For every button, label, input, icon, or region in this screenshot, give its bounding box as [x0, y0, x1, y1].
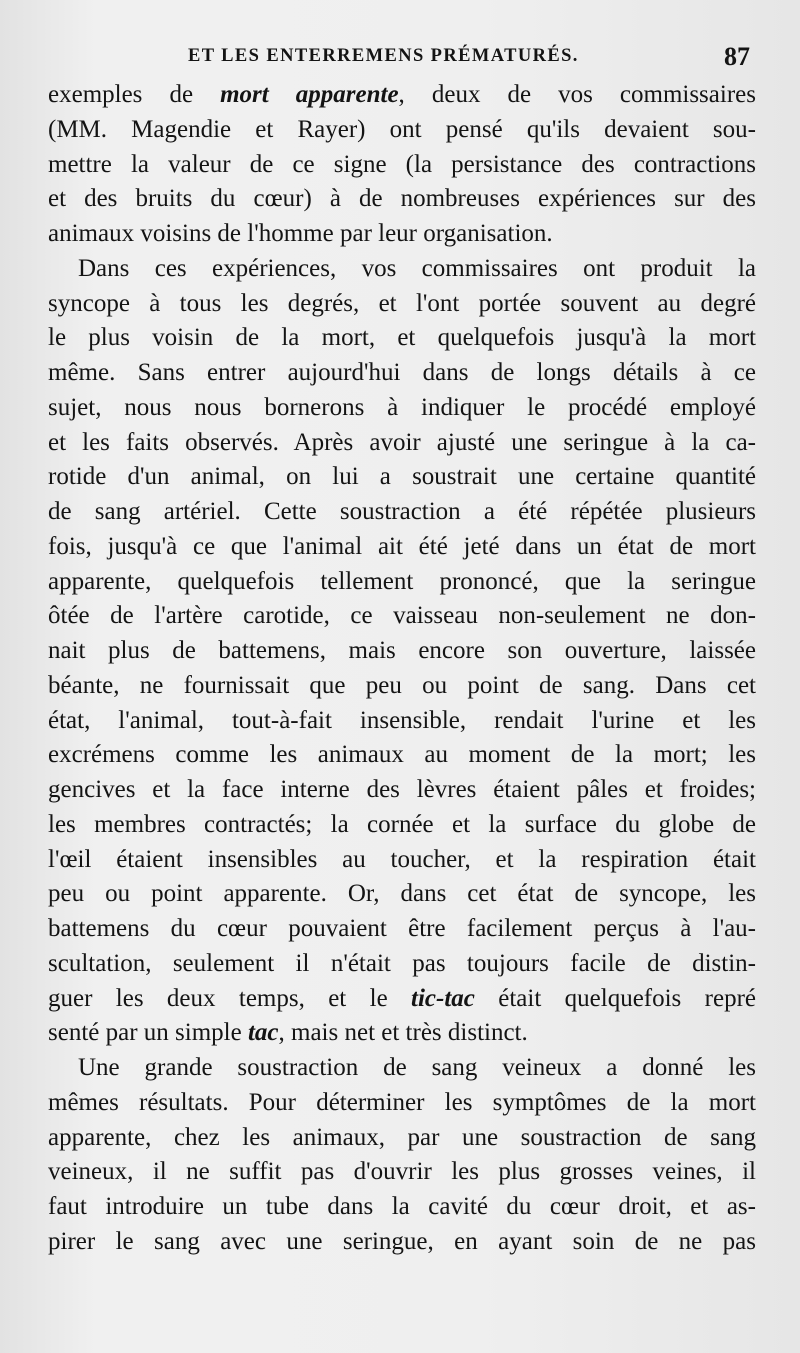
text-line	[48, 1086, 756, 1121]
text-segment: excrémens comme les animaux au moment de la mort; les	[48, 741, 756, 769]
text-line	[48, 1016, 756, 1051]
text-line	[48, 252, 756, 287]
text-segment: Une grande soustraction de sang veineux a donné les	[78, 1054, 756, 1081]
text-line	[48, 565, 756, 600]
text-segment: Dans ces expériences, vos commissaires ont produit la	[78, 254, 756, 282]
text-segment: et des bruits du cœur) à de nombreuses expériences sur des	[48, 185, 756, 213]
text-line	[48, 599, 756, 634]
text-segment: animaux voisins de l'homme par leur organisation.	[48, 220, 553, 247]
text-segment: le plus voisin de la mort, et quelquefois jusqu'à la mort	[48, 324, 756, 352]
italic-text: mort apparente	[220, 81, 399, 108]
italic-text: tic-tac	[411, 984, 475, 1012]
text-segment: senté par un simple	[48, 1019, 248, 1047]
text-line	[48, 148, 756, 183]
text-segment: peu ou point apparente. Or, dans cet état de syncope, les	[48, 880, 756, 908]
text-line	[48, 1051, 756, 1086]
body-text	[48, 78, 756, 1260]
text-line	[48, 495, 756, 530]
text-line	[48, 877, 756, 912]
text-segment: fois, jusqu'à ce que l'animal ait été jeté dans un état de mort	[48, 532, 756, 560]
text-segment: veineux, il ne suffit pas d'ouvrir les plus grosses veines, il	[48, 1158, 756, 1186]
text-segment: battemens du cœur pouvaient être facilement perçus à l'au-	[48, 915, 756, 942]
text-line	[48, 669, 756, 704]
text-segment: était quelquefois repré	[474, 984, 756, 1012]
text-segment: scultation, seulement il n'était pas toujours facile de distin-	[48, 949, 756, 977]
text-segment: ôtée de l'artère carotide, ce vaisseau non-seulement ne don-	[48, 602, 756, 630]
text-line	[48, 738, 756, 773]
text-line	[48, 843, 756, 878]
text-segment: (MM. Magendie et Rayer) ont pensé qu'ils devaient sou-	[48, 115, 756, 143]
text-segment: état, l'animal, tout-à-fait insensible, rendait l'urine et les	[48, 706, 756, 734]
text-line	[48, 947, 756, 982]
text-line	[48, 460, 756, 495]
text-line	[48, 912, 756, 947]
text-segment: rotide d'un animal, on lui a soustrait une certaine quantité	[48, 463, 756, 491]
italic-text: tac	[247, 1019, 279, 1047]
text-line	[48, 78, 756, 113]
text-line	[48, 982, 756, 1017]
text-line	[48, 113, 756, 148]
text-segment: même. Sans entrer aujourd'hui dans de longs détails à ce	[48, 359, 756, 386]
text-segment: de sang artériel. Cette soustraction a été répétée plusieurs	[48, 498, 756, 525]
text-segment: exemples de	[48, 81, 221, 108]
text-line	[48, 1225, 756, 1260]
text-line	[48, 704, 756, 739]
text-line	[48, 321, 756, 356]
text-segment: syncope à tous les degrés, et l'ont portée souvent au degré	[48, 289, 756, 317]
text-segment: l'œil étaient insensibles au toucher, et la respiration était	[48, 845, 756, 873]
text-line	[48, 1121, 756, 1156]
text-segment: guer les deux temps, et le	[48, 984, 412, 1012]
page-number: 87	[724, 42, 750, 71]
text-line	[48, 356, 756, 391]
text-segment: mettre la valeur de ce signe (la persistance des contractions	[48, 150, 756, 178]
text-line	[48, 217, 756, 252]
page-header	[48, 42, 756, 78]
text-segment: pirer le sang avec une seringue, en ayant soin de ne pas	[48, 1227, 756, 1255]
text-segment: apparente, chez les animaux, par une soustraction de sang	[48, 1123, 756, 1151]
text-segment: apparente, quelquefois tellement prononcé, que la seringue	[48, 567, 756, 595]
text-segment: gencives et la face interne des lèvres étaient pâles et froides;	[48, 776, 756, 803]
text-segment: nait plus de battemens, mais encore son ouverture, laissée	[48, 637, 756, 664]
text-line	[48, 287, 756, 322]
text-segment: les membres contractés; la cornée et la surface du globe de	[48, 810, 756, 838]
text-line	[48, 808, 756, 843]
text-line	[48, 1155, 756, 1190]
text-segment: , mais net et très distinct.	[278, 1019, 528, 1047]
text-line	[48, 182, 756, 217]
running-head: ET LES ENTERREMENS PRÉMATURÉS.	[188, 46, 579, 66]
text-line	[48, 530, 756, 565]
text-segment: faut introduire un tube dans la cavité du cœur droit, et as-	[48, 1193, 756, 1220]
text-line	[48, 773, 756, 808]
text-segment: mêmes résultats. Pour déterminer les symptômes de la mort	[48, 1088, 756, 1116]
text-segment: béante, ne fournissait que peu ou point de sang. Dans cet	[48, 671, 756, 699]
text-line	[48, 1190, 756, 1225]
text-line	[48, 426, 756, 461]
text-segment: et les faits observés. Après avoir ajusté une seringue à la ca-	[48, 428, 756, 456]
text-line	[48, 634, 756, 669]
text-segment: sujet, nous nous bornerons à indiquer le procédé employé	[48, 393, 756, 421]
text-line	[48, 391, 756, 426]
text-segment: , deux de vos commissaires	[398, 81, 756, 108]
